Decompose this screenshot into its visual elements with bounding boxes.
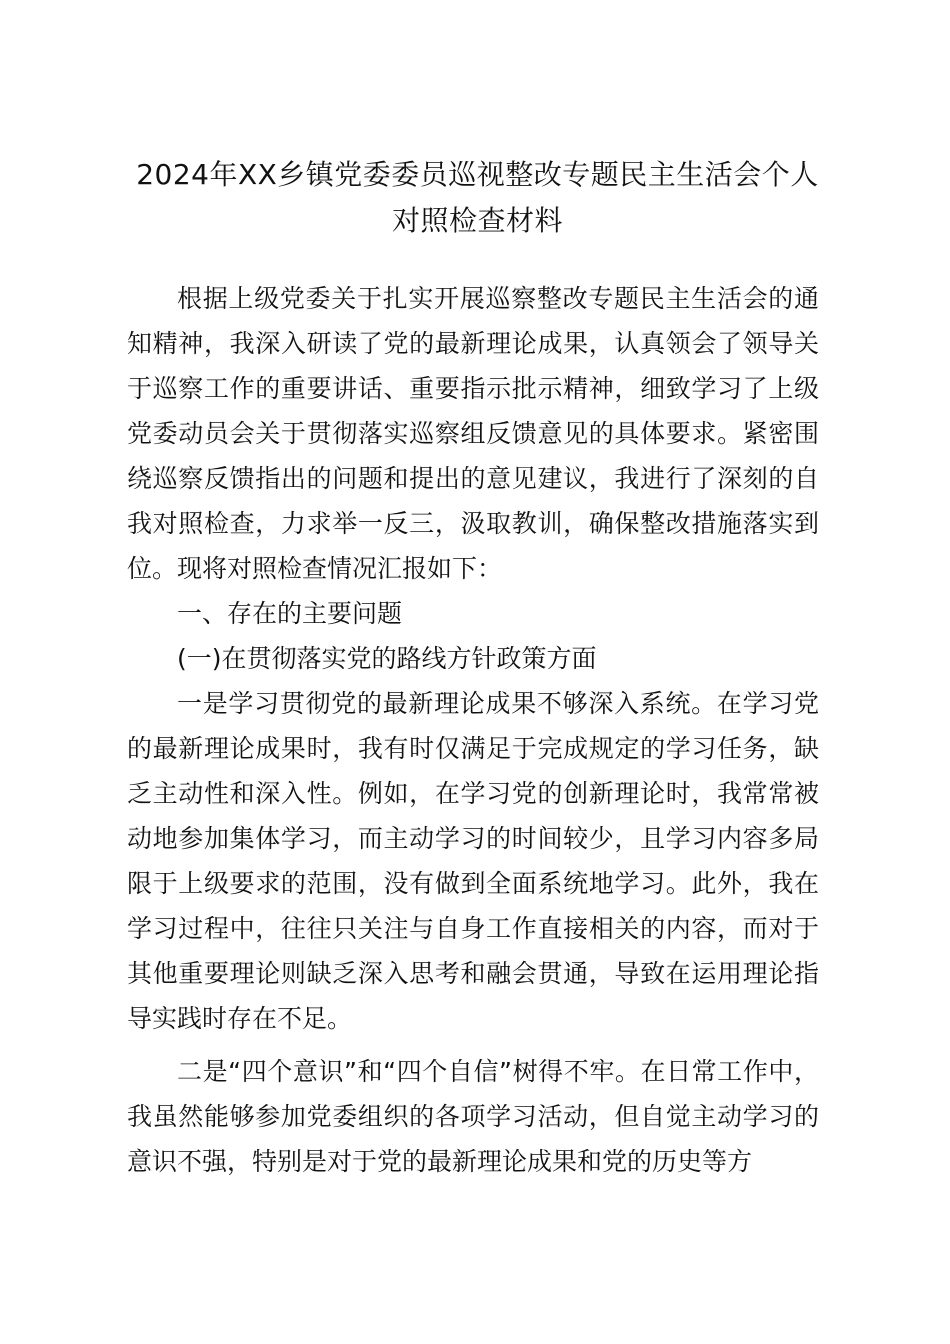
issue-paragraph-1: 一是学习贯彻党的最新理论成果不够深入系统。在学习党的最新理论成果时，我有时仅满足于完成规定的学习任务，缺乏主动性和深入性。例如，在学习党的创新理论时，我常常被动地参加集体学习，而主动学习的时间较少，且学习内容多局限于上级要求的范围，没有做到全面系统地学习。此外，我在学习过程中，往往只关注与自身工作直接相关的内容，而对于其他重要理论则缺乏深入思考和融会贯通，导致在运用理论指导实践时存在不足。 bbox=[127, 689, 819, 1033]
section-heading: 一、存在的主要问题 bbox=[177, 599, 403, 628]
intro-paragraph: 根据上级党委关于扎实开展巡察整改专题民主生活会的通知精神，我深入研读了党的最新理论成果，认真领会了领导关于巡察工作的重要讲话、重要指示批示精神，细致学习了上级党委动员会关于贯彻落实巡察组反馈意见的具体要求。紧密围绕巡察反馈指出的问题和提出的意见建议，我进行了深刻的自我对照检查，力求举一反三，汲取教训，确保整改措施落实到位。现将对照检查情况汇报如下： bbox=[127, 284, 819, 583]
title-line-2: 对照检查材料 bbox=[391, 204, 563, 237]
subsection-heading: (一)在贯彻落实党的路线方针政策方面 bbox=[177, 644, 597, 673]
issue-paragraph-2: 二是“四个意识”和“四个自信”树得不牢。在日常工作中，我虽然能够参加党委组织的各项学习活动，但自觉主动学习的意识不强，特别是对于党的最新理论成果和党的历史等方 bbox=[127, 1057, 819, 1176]
document-body bbox=[127, 276, 819, 1184]
title-line-1: 2024年XX乡镇党委委员巡视整改专题民主生活会个人 bbox=[136, 158, 819, 191]
document-title bbox=[120, 152, 835, 244]
